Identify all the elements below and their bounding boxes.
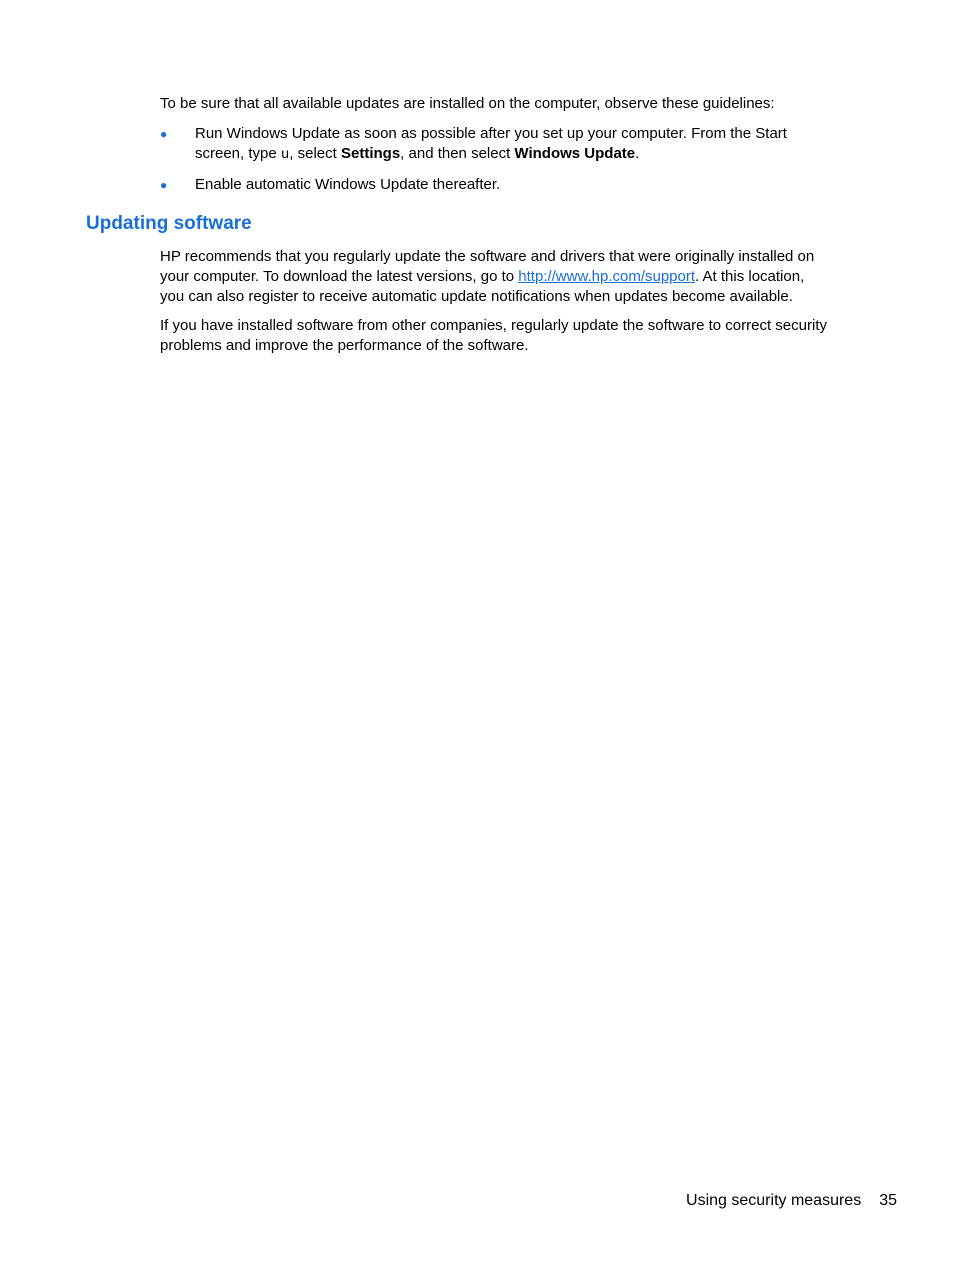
list-item (160, 175, 880, 195)
hp-support-link[interactable]: http://www.hp.com/support (518, 268, 696, 285)
page-footer (686, 1191, 897, 1211)
text-run: your computer. To download the latest versions, go to (160, 268, 519, 285)
code-u: u (280, 147, 290, 163)
footer-section-title: Using security measures (686, 1192, 862, 1209)
page-number: 35 (879, 1192, 897, 1209)
paragraph-line: problems and improve the performance of the software. (160, 337, 529, 354)
paragraph-line: you can also register to receive automatic update notifications when updates become available. (160, 288, 793, 305)
section-heading: Updating software (86, 213, 252, 234)
paragraph-line: HP recommends that you regularly update the software and drivers that were originally installed on (160, 248, 815, 265)
text-run: . At this location, (695, 268, 805, 285)
windows-update-label: Windows Update (514, 145, 636, 162)
text-run: , select (289, 145, 341, 162)
paragraph-line: If you have installed software from other companies, regularly update the software to correct security (160, 317, 827, 334)
bullet-text: Enable automatic Windows Update thereafter. (195, 176, 501, 193)
bullet-text (195, 124, 875, 165)
section-paragraph-1 (160, 247, 880, 307)
text-run: , and then select (400, 145, 515, 162)
paragraph-line (160, 267, 880, 287)
bullet-icon: ● (160, 178, 168, 192)
settings-label: Settings (340, 145, 401, 162)
text-run: screen, type (195, 145, 281, 162)
bullet-line: Run Windows Update as soon as possible after you set up your computer. From the Start (195, 125, 787, 142)
bullet-icon: ● (160, 127, 168, 141)
list-item (160, 124, 880, 164)
section-paragraph-2 (160, 316, 880, 356)
intro-paragraph: To be sure that all available updates are installed on the computer, observe these guidelines: (160, 95, 775, 112)
bullet-line (195, 144, 875, 165)
text-run: . (635, 145, 640, 162)
